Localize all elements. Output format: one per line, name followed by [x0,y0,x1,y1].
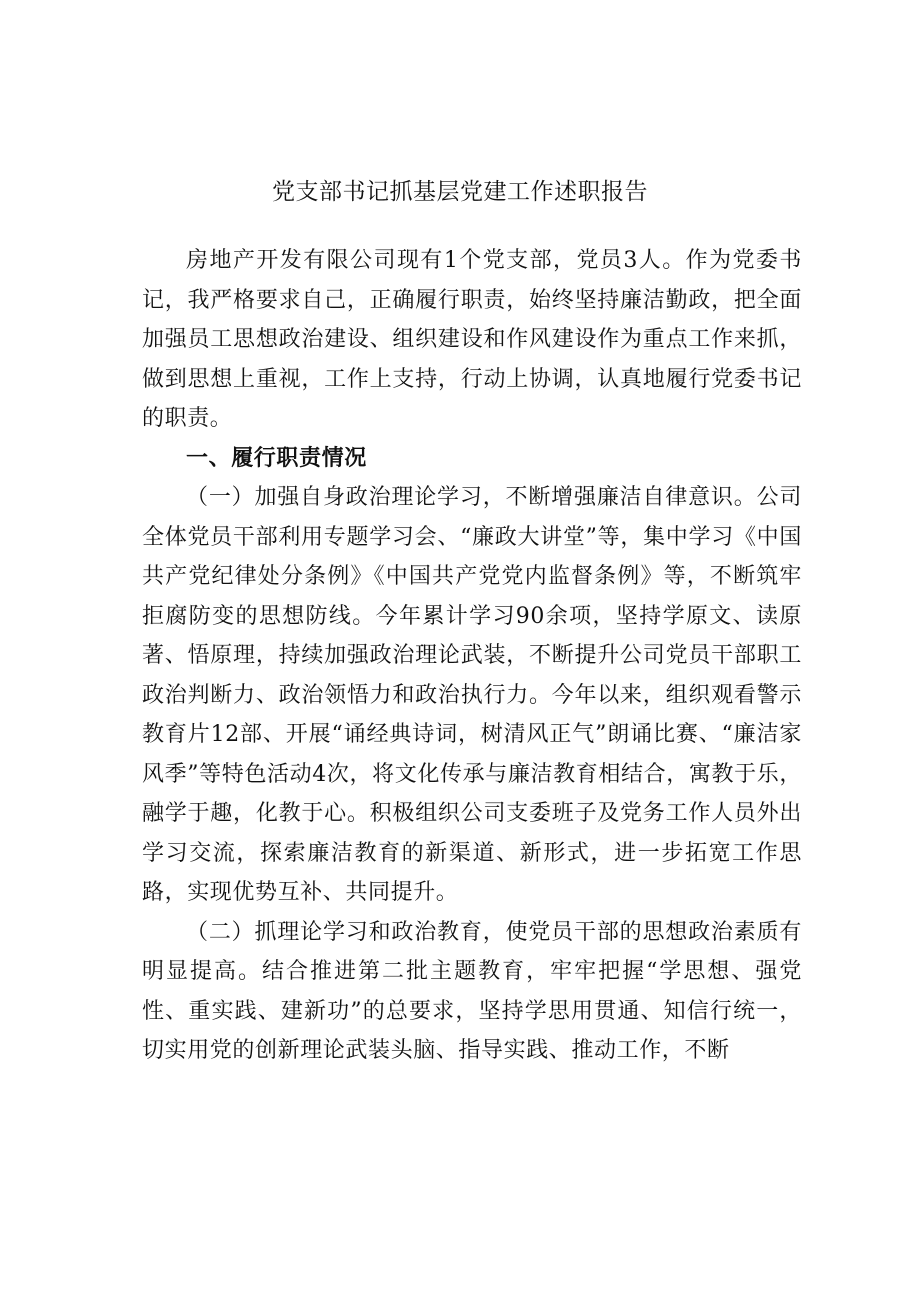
section1-paragraph-2: （二）抓理论学习和政治教育，使党员干部的思想政治素质有明显提高。结合推进第二批主题教育，牢牢把握“学思想、强党性、重实践、建新功”的总要求，坚持学思用贯通、知信行统一，切实用党的创新理论武装头脑、指导实践、推动工作，不断 [142,919,802,1063]
intro-paragraph: 房地产开发有限公司现有1个党支部，党员3人。作为党委书记，我严格要求自己，正确履行职责，始终坚持廉洁勤政，把全面加强员工思想政治建设、组织建设和作风建设作为重点工作来抓，做到思想上重视，工作上支持，行动上协调，认真地履行党委书记的职责。 [142,248,802,431]
section1-paragraph-1: （一）加强自身政治理论学习，不断增强廉洁自律意识。公司全体党员干部利用专题学习会、“廉政大讲堂”等，集中学习《中国共产党纪律处分条例》《中国共产党党内监督条例》等，不断筑牢拒腐防变的思想防线。今年累计学习90余项，坚持学原文、读原著、悟原理，持续加强政治理论武装，不断提升公司党员干部职工政治判断力、政治领悟力和政治执行力。今年以来，组织观看警示教育片12部、开展“诵经典诗词，树清风正气”朗诵比赛、“廉洁家风季”等特色活动4次，将文化传承与廉洁教育相结合，寓教于乐，融学于趣，化教于心。积极组织公司支委班子及党务工作人员外出学习交流，探索廉洁教育的新渠道、新形式，进一步拓宽工作思路，实现优势互补、共同提升。 [142,485,802,905]
document-title: 党支部书记抓基层党建工作述职报告 [272,179,648,205]
document-body [142,241,802,1071]
section-heading-1: 一、履行职责情况 [186,445,367,471]
